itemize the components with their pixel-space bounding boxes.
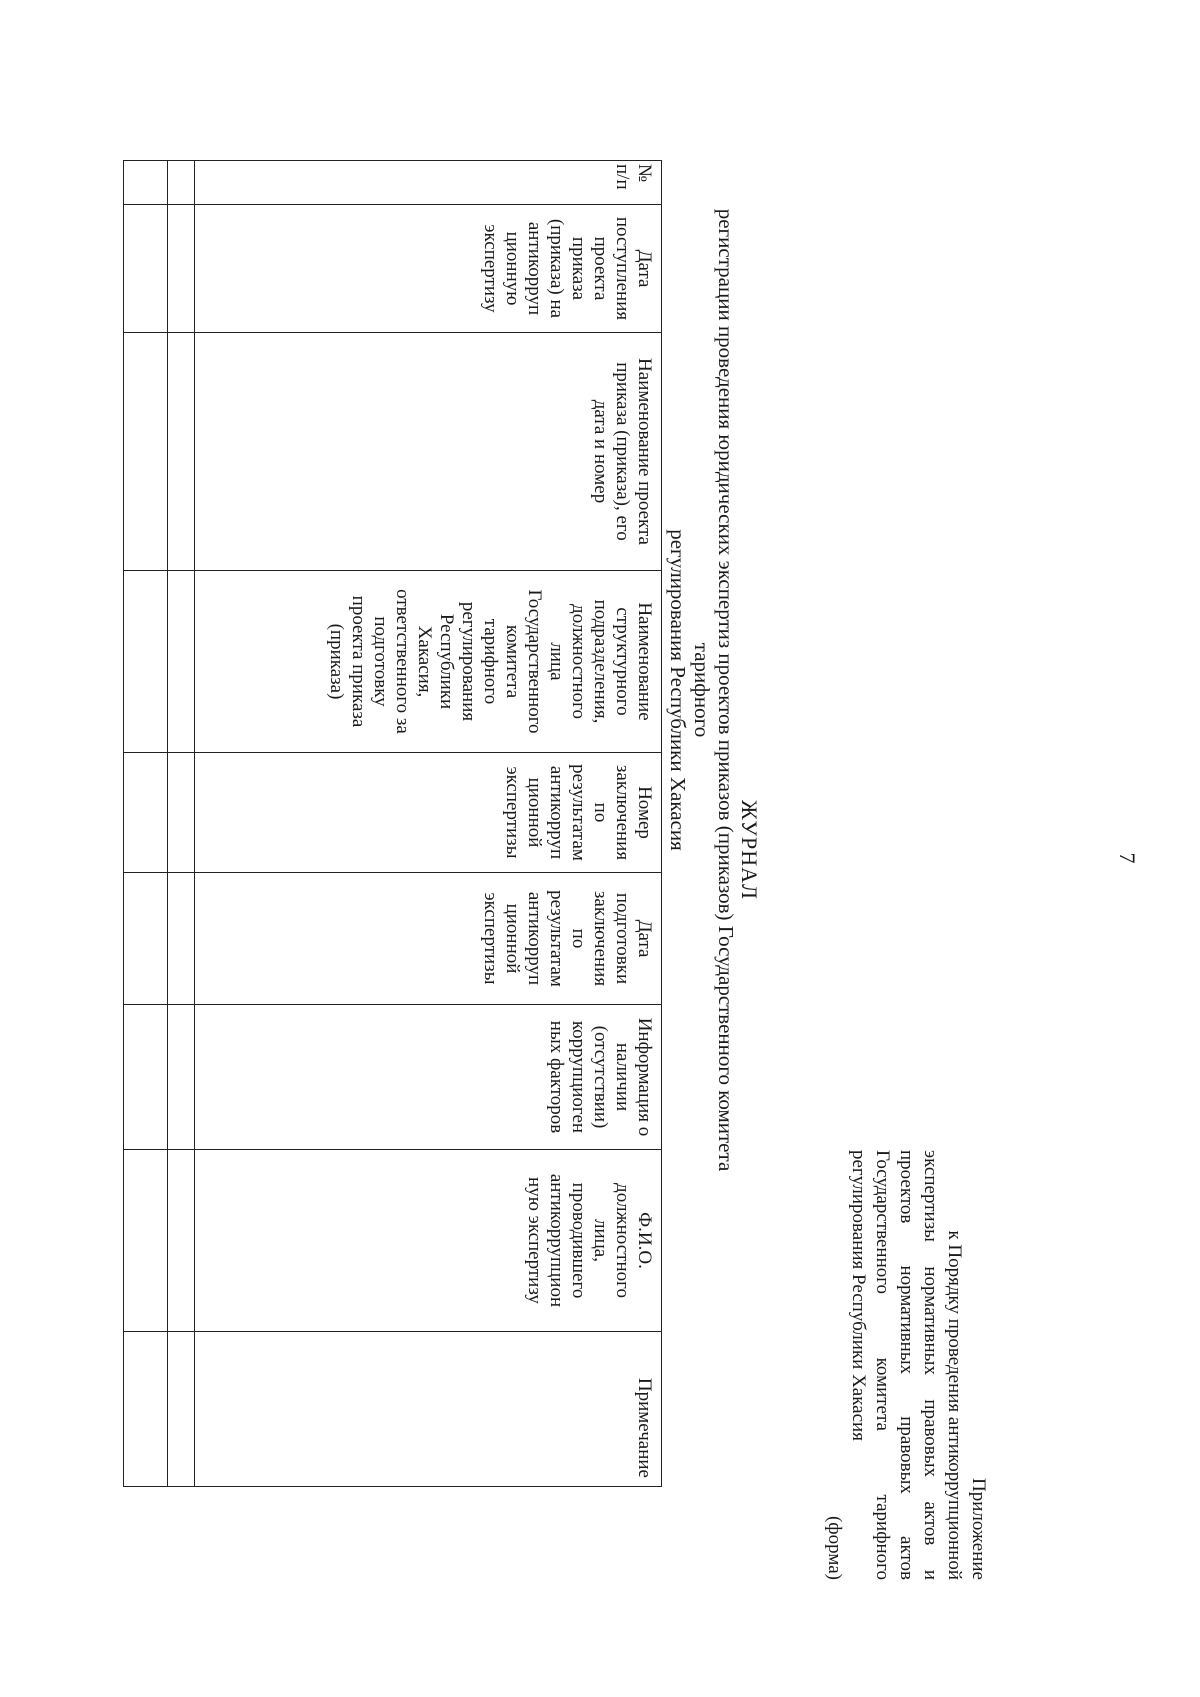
appendix-line: Приложение: [968, 1478, 989, 1580]
appendix-line: Государственного комитета тарифного: [872, 1150, 893, 1580]
column-header-line: должностного: [612, 1183, 633, 1298]
table-cell: [168, 571, 195, 753]
column-header-line: структурного: [612, 607, 633, 716]
column-header-line: экспертизы: [480, 892, 501, 985]
column-header-line: Хакасия,: [414, 625, 435, 698]
column-header-line: приказа: [568, 236, 589, 301]
table-cell: [168, 333, 195, 571]
column-header-line: результатам: [568, 764, 589, 861]
column-header-line: комитета: [502, 624, 523, 699]
column-header-line: ответственного за: [392, 589, 413, 734]
table-cell: [124, 333, 168, 571]
column-header-line: Наименование: [634, 602, 655, 721]
column-header-line: подразделения,: [590, 599, 611, 724]
column-header-line: ционную: [502, 231, 523, 306]
column-header-line: дата и номер: [590, 399, 611, 504]
form-label: (форма): [824, 1515, 845, 1580]
column-header-line: заключения: [590, 890, 611, 987]
column-header-line: (приказа) на: [546, 218, 567, 319]
column-header-line: Примечание: [634, 1377, 655, 1478]
journal-table: [123, 160, 662, 1487]
column-header-line: проекта приказа: [348, 595, 369, 728]
appendix-line: экспертизы нормативных правовых актов и: [920, 1150, 941, 1580]
appendix-block: [822, 1150, 990, 1580]
column-header-note: [195, 1332, 662, 1487]
table-cell: [124, 753, 168, 873]
column-header-line: подготовку: [370, 616, 391, 707]
table-cell: [124, 205, 168, 333]
column-header-number: [195, 161, 662, 205]
column-header-line: регулирования: [458, 601, 479, 722]
column-header-line: должностного: [568, 604, 589, 719]
column-header-line: Дата: [634, 249, 655, 288]
column-header-line: Дата: [634, 919, 655, 958]
column-header-line: проводившего: [568, 1182, 589, 1299]
table-cell: [168, 753, 195, 873]
column-header-line: лица,: [590, 1218, 611, 1262]
column-header-line: приказа (приказа), его: [612, 362, 633, 541]
table-cell: [168, 1150, 195, 1332]
column-header-line: заключения: [612, 764, 633, 861]
column-header-line: проекта: [590, 236, 611, 301]
column-header-line: антикорруп: [524, 891, 545, 986]
column-header-line: поступления: [612, 216, 633, 321]
table-cell: [168, 873, 195, 1005]
table-cell: [168, 1332, 195, 1487]
column-header-line: экспертизы: [502, 766, 523, 859]
table-cell: [168, 161, 195, 205]
column-header-line: антикорруп: [524, 221, 545, 316]
column-header-responsible-unit: [195, 571, 662, 753]
column-header-line: ционной: [502, 903, 523, 974]
column-header-conclusion-number: [195, 753, 662, 873]
column-header-line: тарифного: [480, 618, 501, 705]
table-cell: [124, 873, 168, 1005]
column-header-line: экспертизу: [480, 224, 501, 313]
column-header-line: (приказа): [326, 623, 347, 700]
column-header-line: коррупциоген: [568, 1020, 589, 1134]
column-header-line: Наименование проекта: [634, 358, 655, 545]
table-row: [124, 161, 168, 1487]
table-cell: [124, 1332, 168, 1487]
table-cell: [124, 571, 168, 753]
table-cell: [124, 1150, 168, 1332]
appendix-line: проектов нормативных правовых актов: [896, 1150, 917, 1580]
table-cell: [168, 205, 195, 333]
column-header-line: антикорруп: [546, 765, 567, 860]
column-header-line: Ф.И.О.: [634, 1212, 655, 1269]
page-number: 7: [1115, 852, 1140, 864]
column-header-line: по: [590, 802, 611, 823]
column-header-corruption-factors: [195, 1005, 662, 1150]
journal-subtitle-line: регистрации проведения юридических экспертиз проектов приказов (приказов) Государственного комитета тарифного: [690, 208, 738, 1172]
column-header-receipt-date: [195, 205, 662, 333]
journal-subtitle: [666, 190, 738, 1190]
journal-title: ЖУРНАЛ: [737, 800, 762, 900]
column-header-line: наличии: [612, 1042, 633, 1112]
column-header-line: по: [568, 928, 589, 949]
column-header-order-name: [195, 333, 662, 571]
journal-subtitle-line: регулирования Республики Хакасия: [666, 529, 690, 851]
appendix-line: регулирования Республики Хакасия: [848, 1150, 869, 1441]
table-header-row: [195, 161, 662, 1487]
column-header-line: п/п: [612, 164, 633, 190]
column-header-line: №: [634, 164, 655, 183]
column-header-expert-name: [195, 1150, 662, 1332]
column-header-line: антикоррупцион: [546, 1173, 567, 1308]
column-header-line: Информация о: [634, 1017, 655, 1137]
table-row: [168, 161, 195, 1487]
column-header-conclusion-date: [195, 873, 662, 1005]
column-header-line: результатам: [546, 890, 567, 987]
column-header-line: подготовки: [612, 892, 633, 985]
table-cell: [124, 161, 168, 205]
column-header-line: лица: [546, 642, 567, 681]
column-header-line: ционной: [524, 777, 545, 848]
table-cell: [124, 1005, 168, 1150]
table-cell: [168, 1005, 195, 1150]
column-header-line: ную экспертизу: [524, 1177, 545, 1304]
appendix-line: к Порядку проведения антикоррупционной: [944, 1230, 965, 1580]
column-header-line: Государственного: [524, 589, 545, 734]
column-header-line: ных факторов: [546, 1020, 567, 1134]
column-header-line: (отсутствии): [590, 1025, 611, 1129]
column-header-line: Номер: [634, 786, 655, 839]
column-header-line: Республики: [436, 613, 457, 710]
